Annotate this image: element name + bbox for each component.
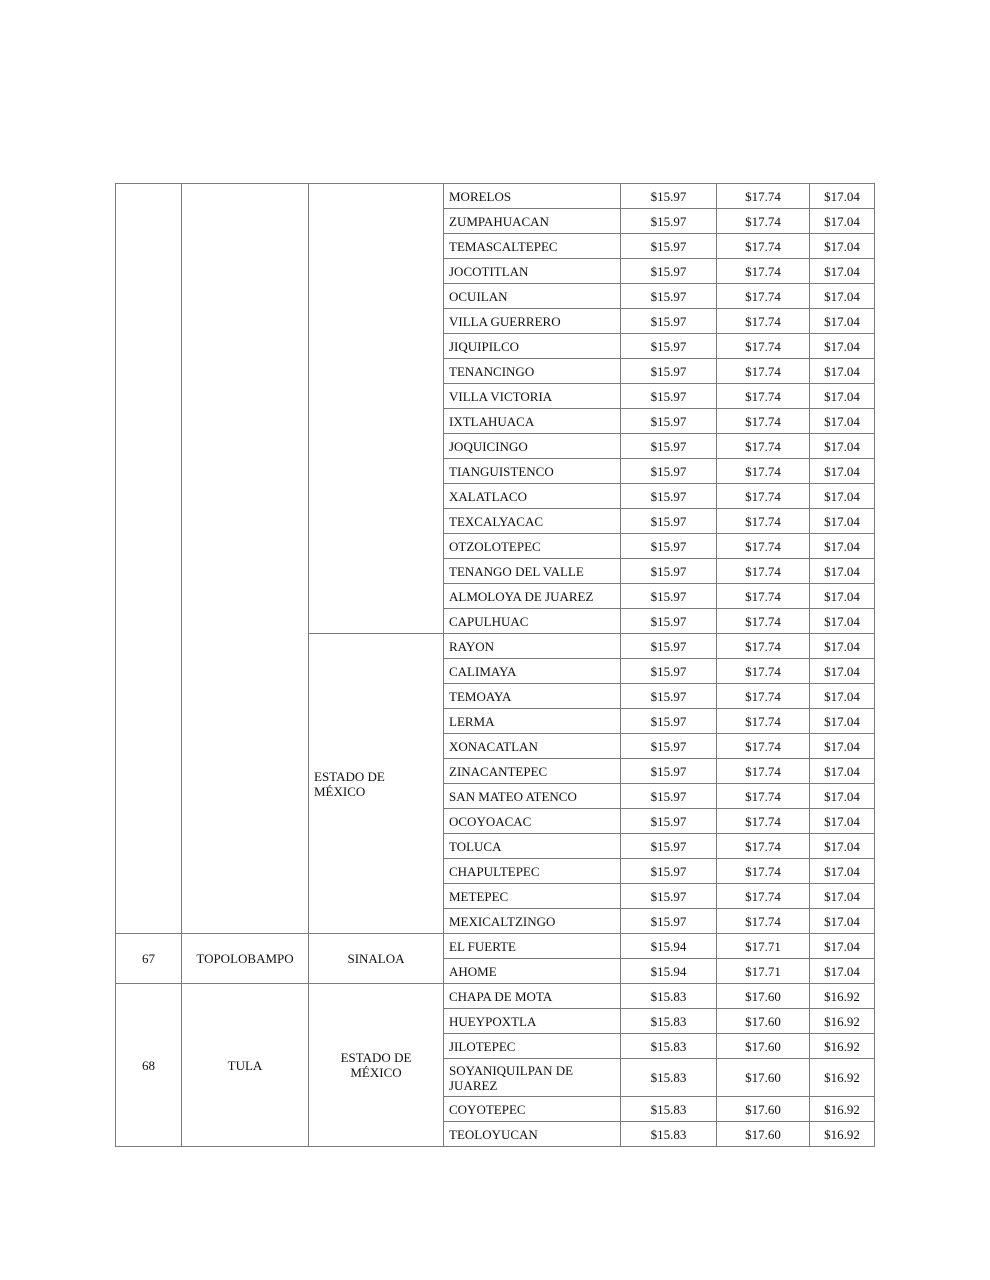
price-cell-3: $17.04 xyxy=(810,934,875,959)
price-cell-2: $17.74 xyxy=(717,584,810,609)
price-cell-3: $17.04 xyxy=(810,959,875,984)
price-cell-1: $15.97 xyxy=(621,909,717,934)
price-cell-3: $17.04 xyxy=(810,659,875,684)
price-cell-3: $17.04 xyxy=(810,334,875,359)
price-cell-1: $15.97 xyxy=(621,334,717,359)
municipality-cell: XONACATLAN xyxy=(444,734,621,759)
price-cell-2: $17.60 xyxy=(717,984,810,1009)
price-cell-2: $17.74 xyxy=(717,834,810,859)
price-cell-1: $15.97 xyxy=(621,834,717,859)
price-cell-2: $17.74 xyxy=(717,284,810,309)
price-cell-1: $15.97 xyxy=(621,184,717,209)
price-cell-3: $16.92 xyxy=(810,984,875,1009)
price-cell-1: $15.97 xyxy=(621,759,717,784)
price-cell-1: $15.97 xyxy=(621,234,717,259)
municipality-cell: JOQUICINGO xyxy=(444,434,621,459)
municipality-cell: CHAPA DE MOTA xyxy=(444,984,621,1009)
price-cell-3: $17.04 xyxy=(810,784,875,809)
price-cell-3: $17.04 xyxy=(810,359,875,384)
municipality-cell: EL FUERTE xyxy=(444,934,621,959)
state-cell: SINALOA xyxy=(309,934,444,984)
price-cell-2: $17.74 xyxy=(717,334,810,359)
price-cell-2: $17.74 xyxy=(717,434,810,459)
price-cell-1: $15.97 xyxy=(621,459,717,484)
price-cell-3: $17.04 xyxy=(810,884,875,909)
municipality-cell: TEXCALYACAC xyxy=(444,509,621,534)
table-row xyxy=(116,184,875,209)
price-cell-1: $15.97 xyxy=(621,259,717,284)
price-table xyxy=(115,183,875,1147)
municipality-cell: TENANGO DEL VALLE xyxy=(444,559,621,584)
municipality-cell: TEMOAYA xyxy=(444,684,621,709)
municipality-cell: LERMA xyxy=(444,709,621,734)
price-cell-1: $15.94 xyxy=(621,959,717,984)
price-cell-3: $17.04 xyxy=(810,859,875,884)
price-cell-2: $17.74 xyxy=(717,209,810,234)
municipality-cell: AHOME xyxy=(444,959,621,984)
price-cell-1: $15.83 xyxy=(621,1059,717,1097)
group-number-cell: 67 xyxy=(116,934,182,984)
municipality-cell: VILLA GUERRERO xyxy=(444,309,621,334)
price-cell-3: $17.04 xyxy=(810,609,875,634)
municipality-cell: ALMOLOYA DE JUAREZ xyxy=(444,584,621,609)
price-cell-2: $17.74 xyxy=(717,484,810,509)
price-cell-1: $15.97 xyxy=(621,734,717,759)
price-cell-2: $17.74 xyxy=(717,734,810,759)
price-cell-2: $17.74 xyxy=(717,884,810,909)
group-number-cell xyxy=(116,184,182,934)
price-cell-2: $17.74 xyxy=(717,509,810,534)
price-cell-1: $15.97 xyxy=(621,684,717,709)
price-cell-1: $15.97 xyxy=(621,659,717,684)
price-cell-3: $17.04 xyxy=(810,384,875,409)
price-cell-3: $17.04 xyxy=(810,684,875,709)
price-cell-3: $16.92 xyxy=(810,1009,875,1034)
price-cell-1: $15.97 xyxy=(621,609,717,634)
price-cell-2: $17.74 xyxy=(717,309,810,334)
price-cell-1: $15.97 xyxy=(621,284,717,309)
price-cell-3: $17.04 xyxy=(810,584,875,609)
price-cell-2: $17.74 xyxy=(717,684,810,709)
price-cell-2: $17.60 xyxy=(717,1059,810,1097)
price-cell-2: $17.74 xyxy=(717,259,810,284)
municipality-cell: ZUMPAHUACAN xyxy=(444,209,621,234)
municipality-cell: IXTLAHUACA xyxy=(444,409,621,434)
price-cell-3: $17.04 xyxy=(810,234,875,259)
municipality-cell: ZINACANTEPEC xyxy=(444,759,621,784)
price-cell-2: $17.74 xyxy=(717,409,810,434)
price-cell-3: $17.04 xyxy=(810,209,875,234)
municipality-cell: CALIMAYA xyxy=(444,659,621,684)
price-cell-3: $16.92 xyxy=(810,1059,875,1097)
municipality-cell: MEXICALTZINGO xyxy=(444,909,621,934)
port-cell: TULA xyxy=(182,984,309,1147)
table-row xyxy=(116,934,875,959)
state-cell: ESTADO DE MÉXICO xyxy=(309,634,444,934)
price-cell-3: $17.04 xyxy=(810,709,875,734)
price-cell-1: $15.97 xyxy=(621,809,717,834)
table-row xyxy=(116,984,875,1009)
price-cell-1: $15.97 xyxy=(621,584,717,609)
price-cell-3: $17.04 xyxy=(810,509,875,534)
price-cell-2: $17.71 xyxy=(717,934,810,959)
price-cell-3: $17.04 xyxy=(810,809,875,834)
price-cell-2: $17.74 xyxy=(717,709,810,734)
price-cell-3: $16.92 xyxy=(810,1122,875,1147)
price-cell-2: $17.74 xyxy=(717,659,810,684)
price-cell-3: $17.04 xyxy=(810,634,875,659)
price-cell-2: $17.74 xyxy=(717,784,810,809)
price-cell-2: $17.60 xyxy=(717,1009,810,1034)
price-cell-1: $15.97 xyxy=(621,359,717,384)
state-cell xyxy=(309,184,444,634)
group-number-cell: 68 xyxy=(116,984,182,1147)
price-cell-3: $17.04 xyxy=(810,284,875,309)
municipality-cell: VILLA VICTORIA xyxy=(444,384,621,409)
price-cell-1: $15.97 xyxy=(621,409,717,434)
price-cell-1: $15.97 xyxy=(621,434,717,459)
municipality-cell: JOCOTITLAN xyxy=(444,259,621,284)
price-cell-2: $17.74 xyxy=(717,384,810,409)
price-cell-1: $15.97 xyxy=(621,559,717,584)
municipality-cell: TIANGUISTENCO xyxy=(444,459,621,484)
price-cell-1: $15.83 xyxy=(621,1097,717,1122)
price-cell-1: $15.83 xyxy=(621,1034,717,1059)
municipality-cell: JIQUIPILCO xyxy=(444,334,621,359)
price-cell-1: $15.97 xyxy=(621,634,717,659)
municipality-cell: JILOTEPEC xyxy=(444,1034,621,1059)
price-cell-3: $17.04 xyxy=(810,834,875,859)
municipality-cell: TEOLOYUCAN xyxy=(444,1122,621,1147)
municipality-cell: OCUILAN xyxy=(444,284,621,309)
municipality-cell: XALATLACO xyxy=(444,484,621,509)
price-cell-2: $17.74 xyxy=(717,609,810,634)
price-cell-3: $17.04 xyxy=(810,759,875,784)
price-cell-2: $17.74 xyxy=(717,759,810,784)
price-cell-2: $17.74 xyxy=(717,909,810,934)
price-cell-1: $15.83 xyxy=(621,1122,717,1147)
price-cell-1: $15.83 xyxy=(621,1009,717,1034)
price-cell-1: $15.97 xyxy=(621,709,717,734)
price-cell-3: $17.04 xyxy=(810,559,875,584)
municipality-cell: RAYON xyxy=(444,634,621,659)
price-cell-3: $17.04 xyxy=(810,259,875,284)
state-cell: ESTADO DE MÉXICO xyxy=(309,984,444,1147)
price-cell-2: $17.74 xyxy=(717,459,810,484)
municipality-cell: TEMASCALTEPEC xyxy=(444,234,621,259)
municipality-cell: TENANCINGO xyxy=(444,359,621,384)
price-cell-3: $17.04 xyxy=(810,409,875,434)
port-cell xyxy=(182,184,309,934)
price-cell-2: $17.74 xyxy=(717,534,810,559)
municipality-cell: MORELOS xyxy=(444,184,621,209)
price-cell-3: $17.04 xyxy=(810,184,875,209)
price-cell-2: $17.74 xyxy=(717,634,810,659)
price-cell-1: $15.97 xyxy=(621,884,717,909)
price-cell-2: $17.74 xyxy=(717,234,810,259)
price-cell-1: $15.94 xyxy=(621,934,717,959)
price-cell-3: $17.04 xyxy=(810,734,875,759)
municipality-cell: CAPULHUAC xyxy=(444,609,621,634)
municipality-cell: SOYANIQUILPAN DE JUAREZ xyxy=(444,1059,621,1097)
price-cell-1: $15.97 xyxy=(621,309,717,334)
price-cell-2: $17.74 xyxy=(717,184,810,209)
price-cell-3: $16.92 xyxy=(810,1097,875,1122)
price-cell-2: $17.60 xyxy=(717,1097,810,1122)
price-cell-3: $17.04 xyxy=(810,459,875,484)
port-cell: TOPOLOBAMPO xyxy=(182,934,309,984)
municipality-cell: SAN MATEO ATENCO xyxy=(444,784,621,809)
price-cell-1: $15.97 xyxy=(621,784,717,809)
municipality-cell: METEPEC xyxy=(444,884,621,909)
table-body xyxy=(116,184,875,1147)
price-cell-2: $17.74 xyxy=(717,559,810,584)
price-cell-3: $17.04 xyxy=(810,484,875,509)
price-cell-1: $15.97 xyxy=(621,209,717,234)
price-cell-2: $17.71 xyxy=(717,959,810,984)
price-cell-3: $17.04 xyxy=(810,534,875,559)
municipality-cell: CHAPULTEPEC xyxy=(444,859,621,884)
price-cell-3: $17.04 xyxy=(810,909,875,934)
municipality-cell: TOLUCA xyxy=(444,834,621,859)
municipality-cell: HUEYPOXTLA xyxy=(444,1009,621,1034)
price-cell-1: $15.97 xyxy=(621,484,717,509)
price-cell-2: $17.74 xyxy=(717,859,810,884)
price-cell-1: $15.97 xyxy=(621,534,717,559)
price-cell-3: $17.04 xyxy=(810,434,875,459)
municipality-cell: COYOTEPEC xyxy=(444,1097,621,1122)
price-cell-3: $17.04 xyxy=(810,309,875,334)
municipality-cell: OTZOLOTEPEC xyxy=(444,534,621,559)
price-cell-2: $17.74 xyxy=(717,809,810,834)
price-cell-1: $15.83 xyxy=(621,984,717,1009)
price-cell-2: $17.60 xyxy=(717,1034,810,1059)
price-cell-1: $15.97 xyxy=(621,509,717,534)
price-cell-2: $17.74 xyxy=(717,359,810,384)
price-cell-1: $15.97 xyxy=(621,384,717,409)
price-cell-2: $17.60 xyxy=(717,1122,810,1147)
municipality-cell: OCOYOACAC xyxy=(444,809,621,834)
price-cell-3: $16.92 xyxy=(810,1034,875,1059)
price-cell-1: $15.97 xyxy=(621,859,717,884)
